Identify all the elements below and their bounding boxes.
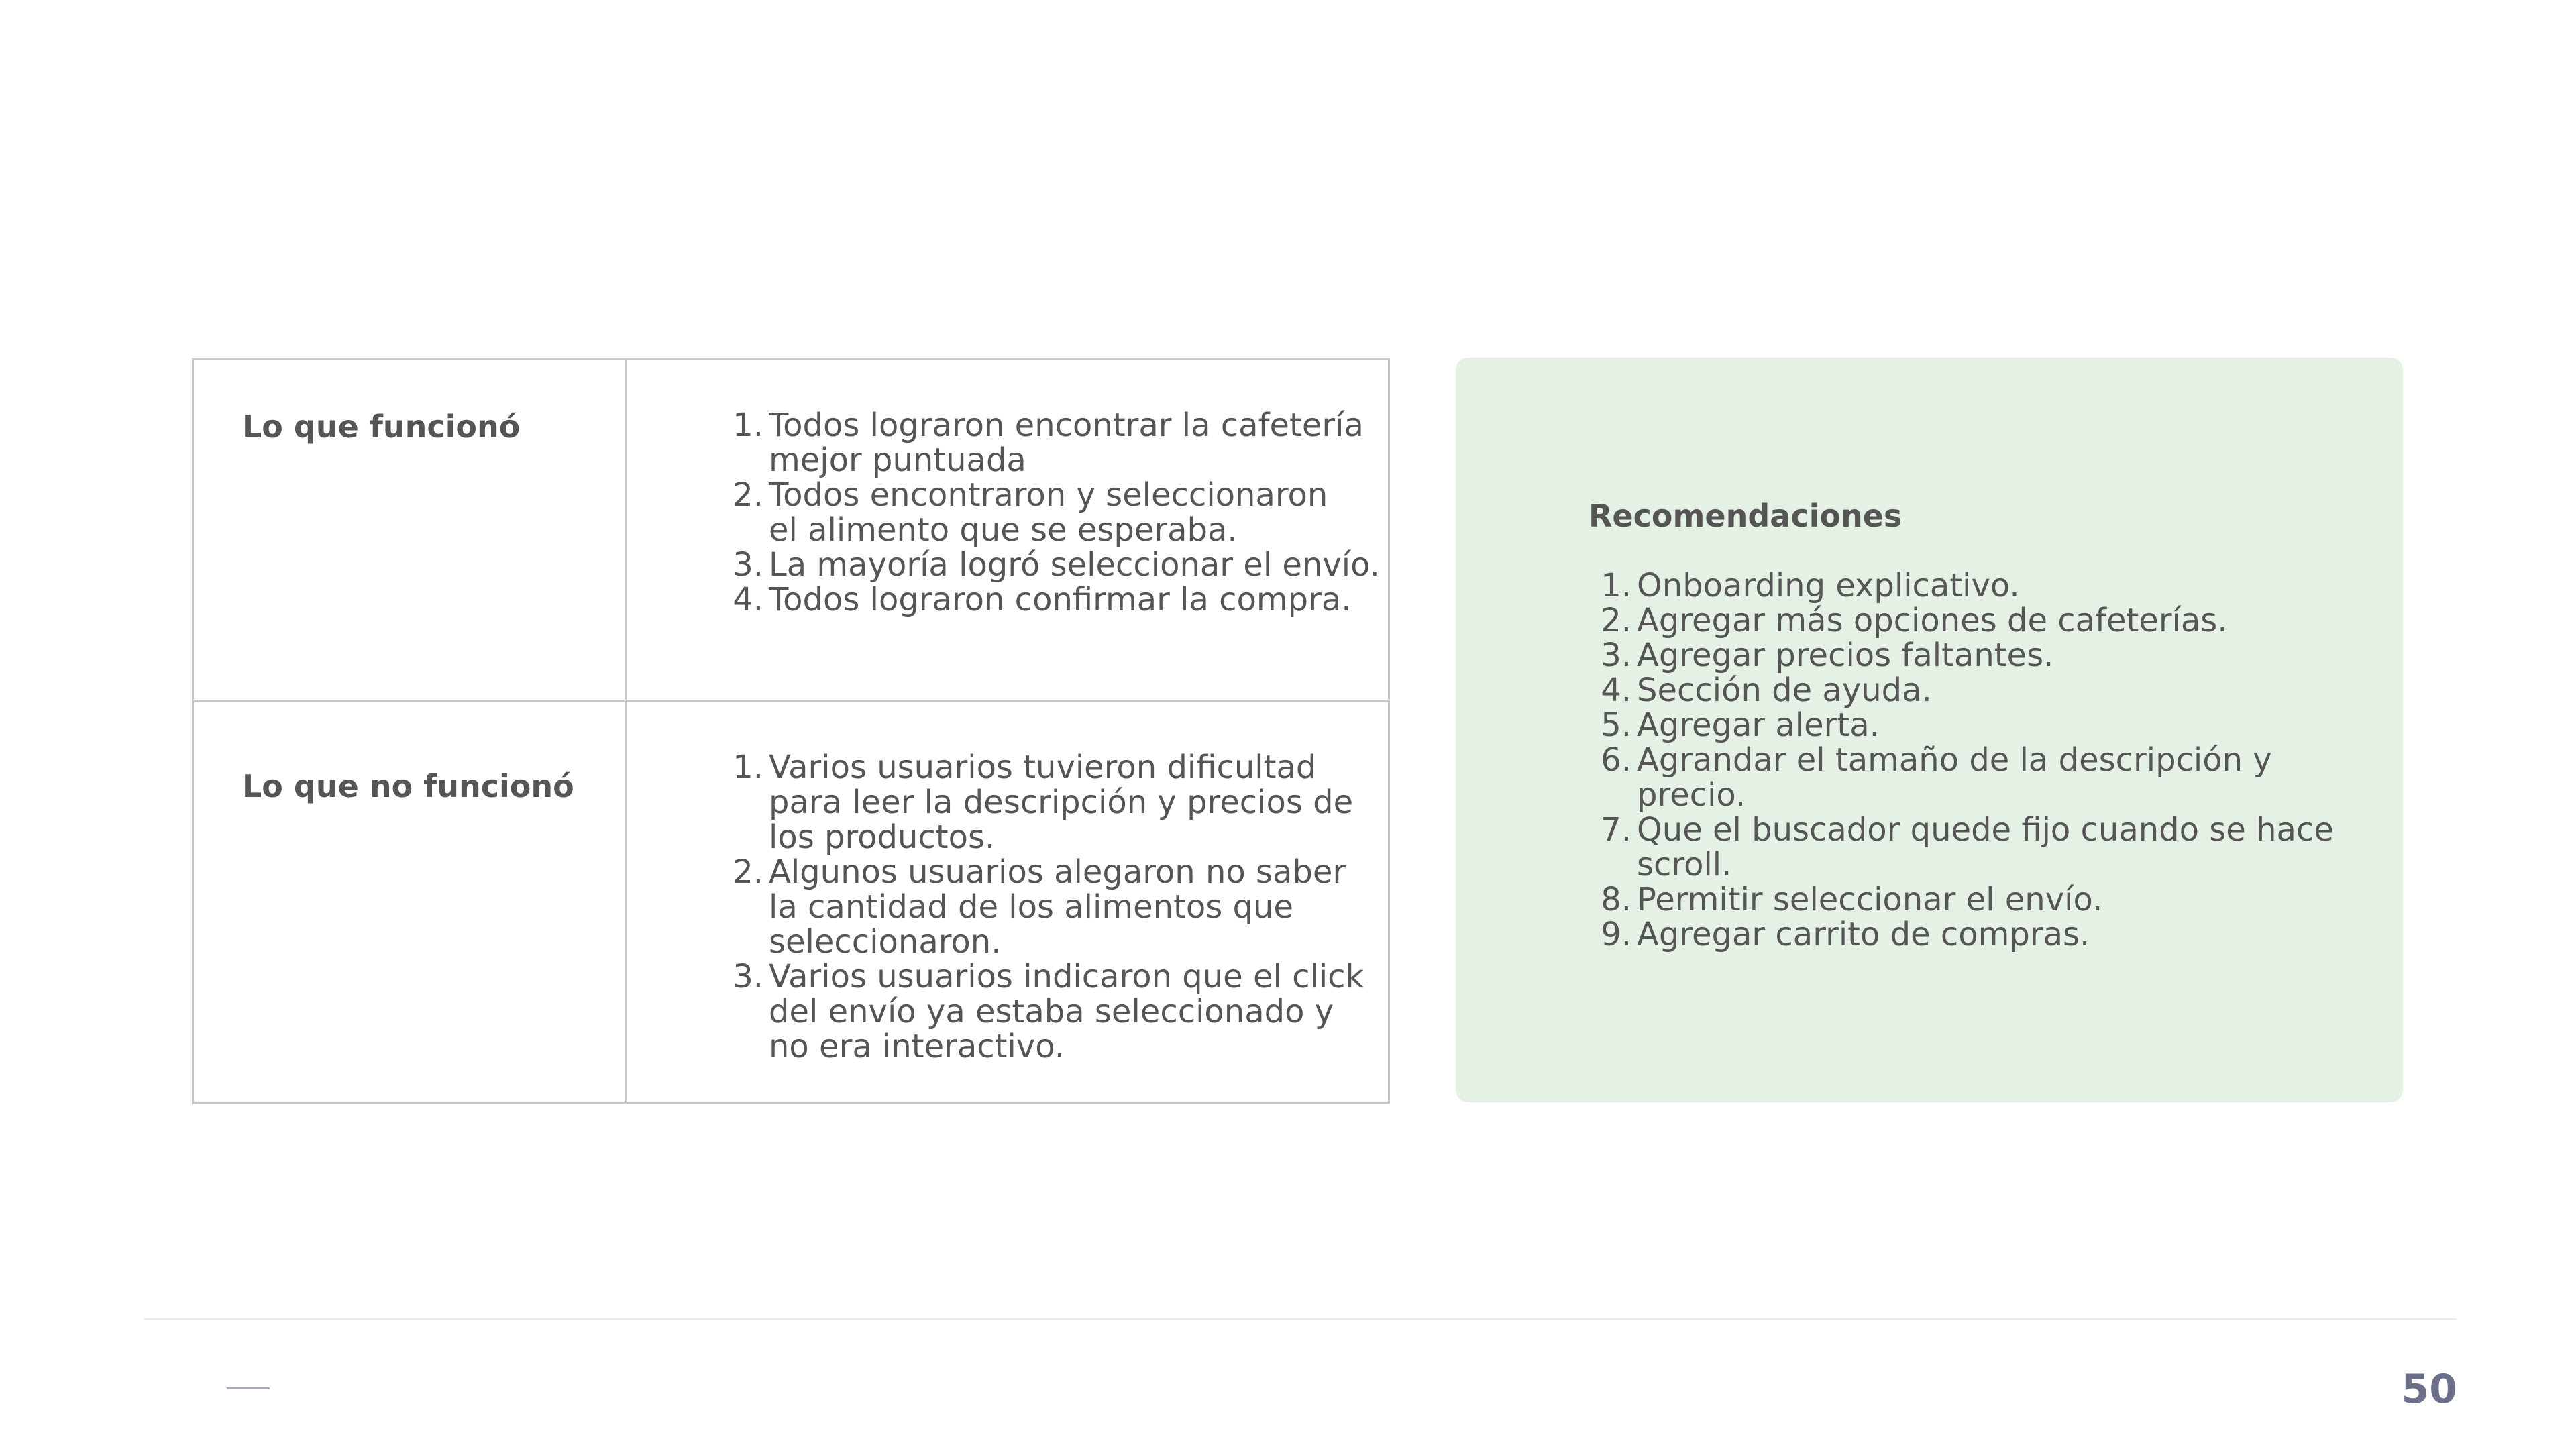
table-row-failed [193,701,1389,1104]
list-number: 2. [733,476,763,514]
list-number: 2. [733,853,763,891]
footer-dash [227,1387,270,1389]
list-item [1456,673,2381,708]
list-number: 1. [733,407,763,444]
list-number: 2. [1601,602,1631,639]
list-number: 3. [733,958,763,996]
list-item [627,408,1388,478]
list-text: Permitir seleccionar el envío. [1637,881,2103,918]
list-item [627,582,1388,617]
list-number: 6. [1601,741,1631,779]
list-item [627,478,1388,547]
list-text: Todos lograron encontrar la cafetería mejor puntuada [769,407,1364,479]
list-text: Agregar precios faltantes. [1637,637,2054,674]
recommendations-card [1456,358,2403,1102]
list-text: Agregar carrito de compras. [1637,916,2090,953]
recommendations-list [1456,568,2381,952]
list-text: Que el buscador quede fijo cuando se hace scroll. [1637,811,2334,883]
list-number: 1. [733,749,763,786]
content-cell [626,701,1389,1104]
label-cell [193,359,626,701]
list-number: 1. [1601,567,1631,604]
list-number: 5. [1601,706,1631,744]
list-item [1456,812,2381,882]
list-text: Todos lograron confirmar la compra. [769,581,1352,619]
list-number: 7. [1601,811,1631,849]
list-item [627,959,1388,1064]
list-number: 3. [733,546,763,584]
footer-divider [144,1318,2457,1320]
list-text: Algunos usuarios alegaron no saber la cantidad de los alimentos que seleccionaron. [769,853,1346,961]
list-number: 3. [1601,637,1631,674]
table-row-worked [193,359,1389,701]
list-number: 9. [1601,916,1631,953]
list-item [627,750,1388,855]
row-label-failed: Lo que no funcionó [242,768,574,804]
page-number: 50 [2401,1366,2457,1413]
list-text: Varios usuarios tuvieron dificultad para leer la descripción y precios de los productos. [769,749,1354,856]
list-text: Agregar alerta. [1637,706,1880,744]
list-text: Varios usuarios indicaron que el click del envío ya estaba seleccionado y no era interactivo. [769,958,1364,1065]
list-text: Agrandar el tamaño de la descripción y precio. [1637,741,2272,814]
content-cell [626,359,1389,701]
list-number: 4. [1601,672,1631,709]
row-label-worked: Lo que funcionó [242,409,521,445]
list-item [627,547,1388,582]
list-number: 8. [1601,881,1631,918]
list-item [1456,882,2381,917]
list-item [627,855,1388,959]
list-item [1456,603,2381,638]
list-text: Onboarding explicativo. [1637,567,2020,604]
list-number: 4. [733,581,763,619]
list-text: Todos encontraron y seleccionaron el alimento que se esperaba. [769,476,1328,549]
list-text: La mayoría logró seleccionar el envío. [769,546,1380,584]
list-item [1456,917,2381,952]
failed-list [627,702,1388,1064]
label-cell [193,701,626,1104]
list-item [1456,708,2381,743]
list-item [1456,743,2381,812]
list-text: Agregar más opciones de cafeterías. [1637,602,2228,639]
list-item [1456,638,2381,673]
recommendations-title: Recomendaciones [1589,498,1902,534]
list-text: Sección de ayuda. [1637,672,1932,709]
findings-table [192,358,1390,1104]
list-item [1456,568,2381,603]
worked-list [627,360,1388,617]
